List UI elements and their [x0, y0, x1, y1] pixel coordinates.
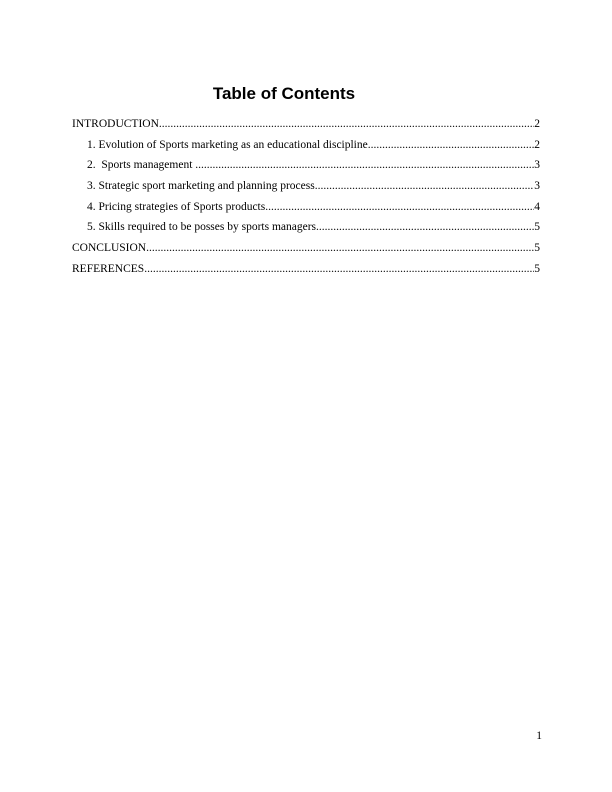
toc-dot-leader — [144, 261, 534, 277]
toc-page-number: 3 — [534, 180, 540, 193]
toc-entry-label: CONCLUSION — [72, 242, 147, 255]
toc-entry-skills-required[interactable] — [72, 219, 540, 240]
toc-page-number: 3 — [534, 159, 540, 172]
toc-page-number: 5 — [534, 221, 540, 234]
toc-entry-label: 4. Pricing strategies of Sports products — [87, 200, 266, 213]
toc-page-number: 5 — [534, 262, 540, 275]
toc-page-number: 4 — [534, 200, 540, 213]
toc-title: Table of Contents — [212, 84, 356, 103]
toc-entry-evolution-of-sports-marketing[interactable] — [72, 137, 540, 158]
toc-entry-pricing-strategies[interactable] — [72, 199, 540, 220]
toc-dot-leader — [195, 157, 534, 173]
toc-dot-leader — [315, 178, 535, 194]
toc-entry-label: REFERENCES — [72, 262, 145, 275]
toc-entry-label: INTRODUCTION — [72, 118, 159, 130]
toc-entry-references[interactable] — [72, 261, 540, 282]
toc-dot-leader — [146, 240, 534, 256]
toc-dot-leader — [265, 199, 534, 215]
toc-dot-leader — [159, 116, 534, 132]
toc-dot-leader — [316, 219, 534, 235]
toc-entry-label: 1. Evolution of Sports marketing as an educational discipline — [87, 138, 368, 151]
toc-dot-leader — [368, 137, 535, 153]
toc-entry-introduction[interactable] — [72, 116, 540, 137]
toc-entry-conclusion[interactable] — [72, 240, 540, 261]
toc-entry-sports-management[interactable] — [72, 157, 540, 178]
toc-list — [72, 116, 540, 282]
toc-page-number: 2 — [534, 138, 540, 151]
toc-entry-label: 2. Sports management — [87, 159, 196, 172]
toc-page-number: 5 — [534, 242, 540, 255]
toc-page-number: 2 — [534, 118, 540, 130]
toc-entry-label: 5. Skills required to be posses by sports managers — [87, 221, 317, 234]
footer-page-number: 1 — [536, 730, 542, 742]
toc-entry-strategic-sport-marketing[interactable] — [72, 178, 540, 199]
toc-entry-label: 3. Strategic sport marketing and planning process — [87, 180, 315, 193]
